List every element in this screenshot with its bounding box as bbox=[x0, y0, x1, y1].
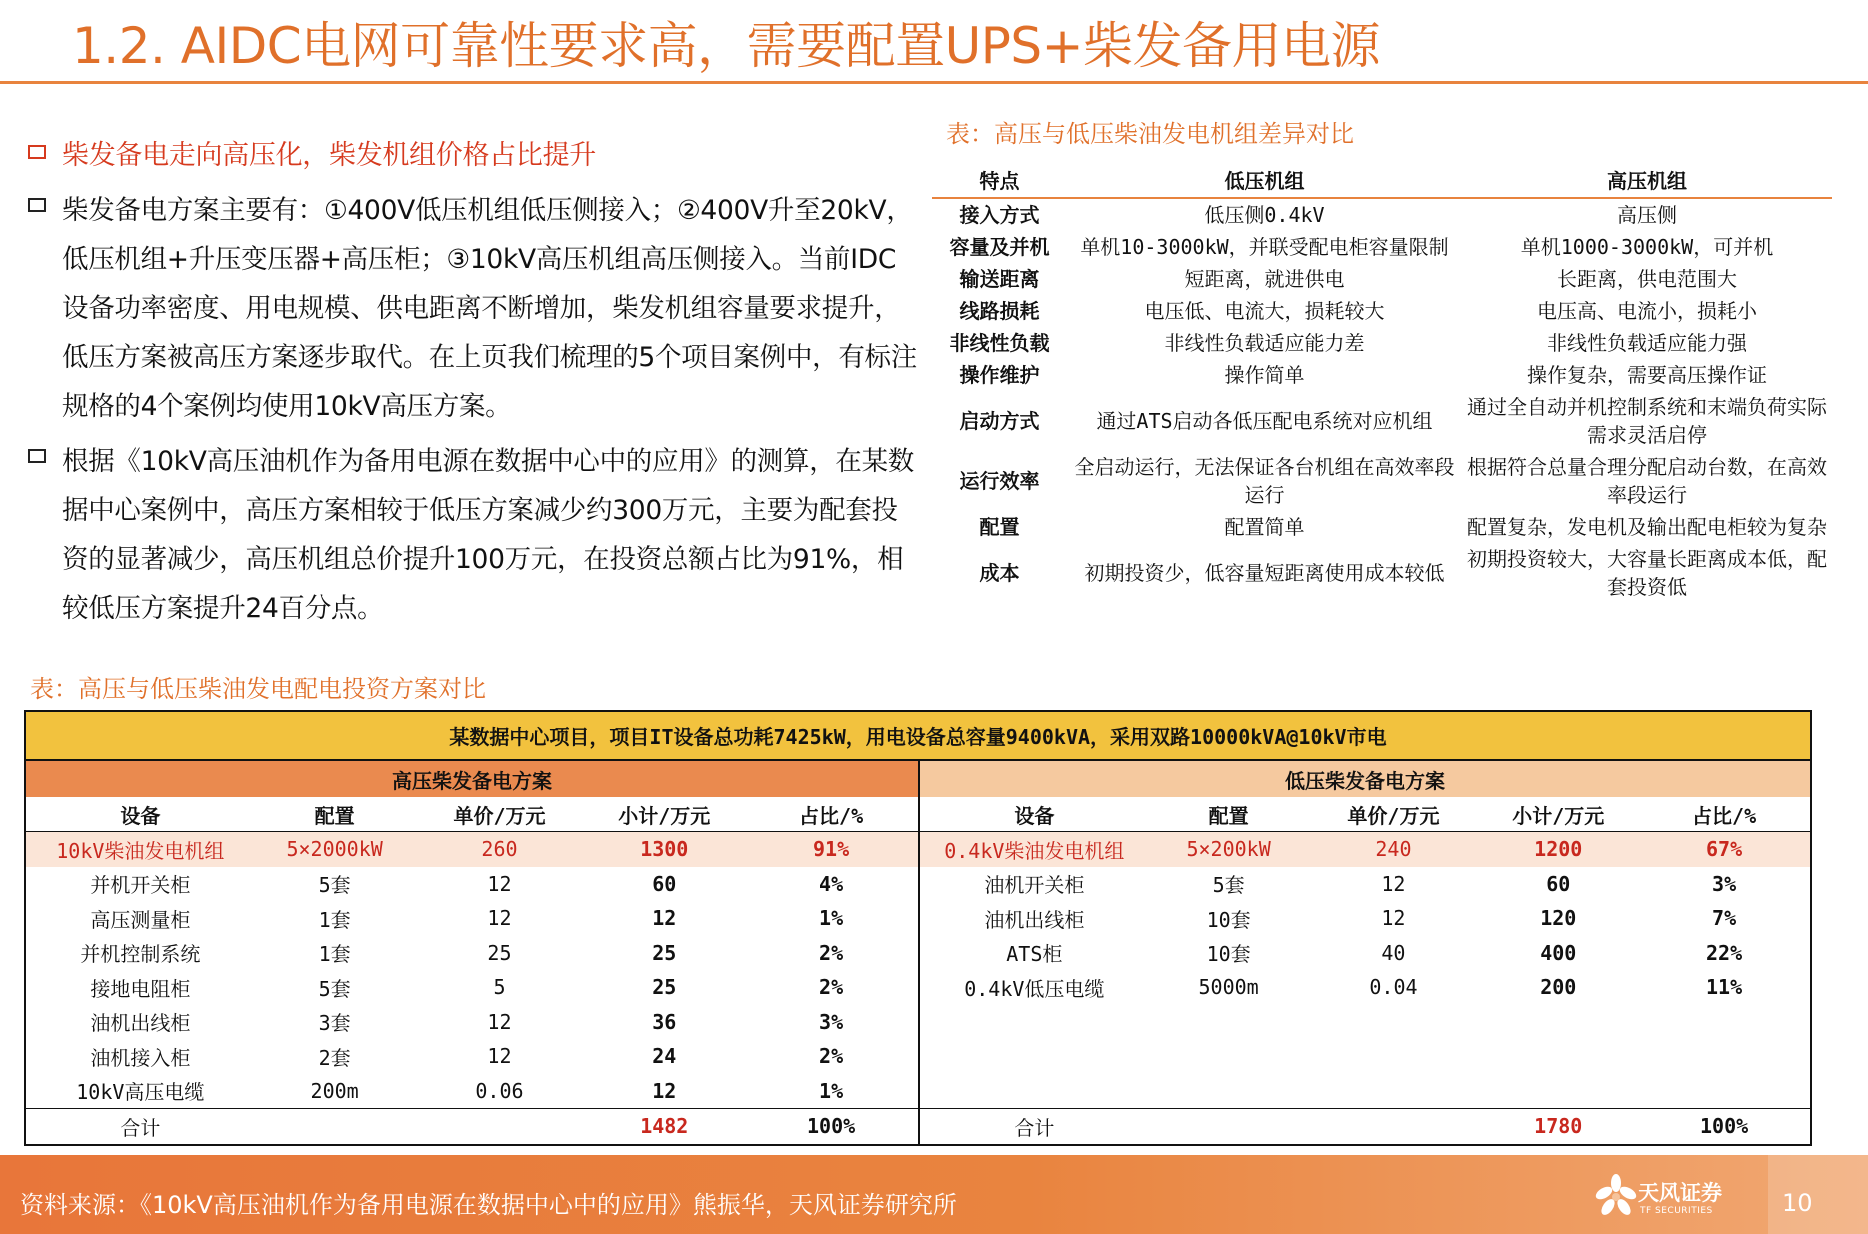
bullet-square-icon bbox=[28, 145, 46, 159]
high-plan-cell: 接地电阻柜 bbox=[25, 970, 255, 1005]
feature-cell: 操作维护 bbox=[959, 363, 1040, 387]
low-plan-cell: 3% bbox=[1638, 867, 1811, 902]
table-row bbox=[25, 970, 1811, 1005]
low-voltage-cell: 单机10-3000kW，并联受配电柜容量限制 bbox=[1080, 235, 1449, 259]
bullet-item bbox=[28, 186, 918, 431]
high-plan-cell: 91% bbox=[744, 832, 919, 867]
bullet-list bbox=[28, 132, 918, 639]
high-voltage-cell: 配置复杂，发电机及输出配电柜较为复杂 bbox=[1467, 515, 1827, 539]
page-number: 10 bbox=[1782, 1189, 1813, 1217]
high-plan-cell: 12 bbox=[487, 906, 512, 931]
feature-cell: 输送距离 bbox=[959, 267, 1040, 291]
high-plan-cell: 36 bbox=[652, 1009, 677, 1034]
low-plan-cell bbox=[1149, 1039, 1309, 1074]
low-plan-cell: 12 bbox=[1381, 871, 1406, 896]
compare-row bbox=[932, 231, 1832, 263]
compare-table bbox=[932, 161, 1832, 603]
low-voltage-plan-title: 低压柴发备电方案 bbox=[919, 760, 1811, 797]
high-plan-cell: 12 bbox=[487, 1044, 512, 1069]
low-plan-cell: 12 bbox=[1381, 906, 1406, 931]
high-plan-cell: 1% bbox=[744, 901, 919, 936]
high-plan-cell: 并机开关柜 bbox=[25, 867, 255, 902]
low-plan-cell: 油机出线柜 bbox=[984, 907, 1085, 932]
low-voltage-cell: 初期投资少，低容量短距离使用成本较低 bbox=[1084, 561, 1445, 585]
low-plan-cell bbox=[1638, 1039, 1811, 1074]
high-voltage-cell: 操作复杂，需要高压操作证 bbox=[1527, 363, 1767, 387]
low-plan-cell: 40 bbox=[1381, 940, 1406, 965]
high-voltage-cell: 通过全自动并机控制系统和末端负荷实际需求灵活启停 bbox=[1467, 395, 1827, 447]
compare-row bbox=[932, 391, 1832, 451]
high-plan-cell: 12 bbox=[487, 871, 512, 896]
logo-subtext: TF SECURITIES bbox=[1640, 1206, 1713, 1216]
high-voltage-cell: 非线性负载适应能力强 bbox=[1547, 331, 1747, 355]
low-voltage-cell: 电压低、电流大，损耗较大 bbox=[1144, 299, 1385, 323]
low-plan-cell: 10套 bbox=[1206, 907, 1251, 932]
column-header: 小计/万元 bbox=[584, 797, 744, 832]
low-voltage-cell: 操作简单 bbox=[1224, 363, 1305, 387]
total-percent: 100% bbox=[744, 1109, 919, 1145]
low-plan-cell: 1200 bbox=[1478, 832, 1638, 867]
total-row bbox=[25, 1109, 1811, 1145]
low-plan-cell: 5000m bbox=[1198, 975, 1259, 1000]
compare-row bbox=[932, 327, 1832, 359]
high-voltage-cell: 电压高、电流小，损耗小 bbox=[1537, 299, 1757, 323]
high-plan-cell: 1套 bbox=[318, 907, 351, 932]
invest-table-caption: 表：高压与低压柴油发电配电投资方案对比 bbox=[30, 675, 486, 703]
column-header: 设备 bbox=[25, 797, 255, 832]
high-plan-cell: 260 bbox=[415, 832, 585, 867]
bullet-item bbox=[28, 437, 918, 633]
bullet-item bbox=[28, 132, 918, 180]
compare-row bbox=[932, 511, 1832, 543]
bullet-text: 根据《10kV高压油机作为备用电源在数据中心中的应用》的测算，在某数据中心案例中，高压方案相较于低压方案减少约300万元，主要为配套投资的显著减少，高压机组总价提升100万元，在投资总额占比为91%，相较低压方案提升24百分点。 bbox=[62, 446, 914, 624]
table-row bbox=[25, 901, 1811, 936]
high-plan-cell: 1% bbox=[744, 1074, 919, 1109]
total-percent: 100% bbox=[1638, 1109, 1811, 1145]
compare-table-caption: 表：高压与低压柴油发电机组差异对比 bbox=[946, 120, 1354, 148]
table-row bbox=[25, 832, 1811, 867]
high-plan-cell: 并机控制系统 bbox=[25, 936, 255, 971]
high-plan-cell: 10kV高压电缆 bbox=[25, 1074, 255, 1109]
low-plan-cell bbox=[1149, 1074, 1309, 1109]
high-plan-cell: 2% bbox=[744, 970, 919, 1005]
low-plan-cell bbox=[1478, 1005, 1638, 1040]
high-plan-cell: 4% bbox=[744, 867, 919, 902]
low-plan-cell: 5×200kW bbox=[1149, 832, 1309, 867]
high-plan-cell: 5 bbox=[493, 975, 506, 1000]
empty-cell bbox=[415, 1109, 585, 1145]
footer-bar bbox=[0, 1155, 1868, 1234]
column-header: 特点 bbox=[932, 161, 1067, 198]
high-plan-cell: 200m bbox=[310, 1078, 359, 1103]
high-plan-cell: 12 bbox=[652, 1078, 677, 1103]
total-subtotal: 1482 bbox=[584, 1109, 744, 1145]
low-plan-cell bbox=[919, 1005, 1149, 1040]
feature-cell: 配置 bbox=[979, 515, 1020, 539]
bullet-square-icon bbox=[28, 198, 46, 212]
high-voltage-plan-title: 高压柴发备电方案 bbox=[25, 760, 919, 797]
high-voltage-cell: 初期投资较大，大容量长距离成本低，配套投资低 bbox=[1467, 547, 1827, 599]
low-plan-cell: 120 bbox=[1540, 906, 1577, 931]
high-plan-cell: 5套 bbox=[318, 976, 351, 1001]
low-plan-cell: 22% bbox=[1638, 936, 1811, 971]
compare-row bbox=[932, 543, 1832, 603]
total-label: 合计 bbox=[919, 1109, 1149, 1145]
low-plan-cell: 11% bbox=[1638, 970, 1811, 1005]
total-label: 合计 bbox=[25, 1109, 255, 1145]
page-title: 1.2. AIDC电网可靠性要求高，需要配置UPS+柴发备用电源 bbox=[72, 17, 1381, 75]
high-voltage-cell: 长距离，供电范围大 bbox=[1557, 267, 1737, 291]
high-plan-cell: 25 bbox=[652, 940, 677, 965]
table-row bbox=[25, 1005, 1811, 1040]
high-voltage-cell: 高压侧 bbox=[1617, 203, 1677, 227]
high-plan-cell: 25 bbox=[487, 940, 512, 965]
low-plan-cell: 240 bbox=[1309, 832, 1479, 867]
low-plan-cell: 7% bbox=[1638, 901, 1811, 936]
high-plan-cell: 3套 bbox=[318, 1011, 351, 1036]
bullet-square-icon bbox=[28, 449, 46, 463]
low-plan-cell: 67% bbox=[1638, 832, 1811, 867]
low-plan-cell bbox=[1309, 1039, 1479, 1074]
low-plan-cell: 200 bbox=[1540, 975, 1577, 1000]
high-plan-cell: 油机出线柜 bbox=[25, 1005, 255, 1040]
high-plan-cell: 10kV柴油发电机组 bbox=[25, 832, 255, 867]
high-plan-cell: 2套 bbox=[318, 1045, 351, 1070]
high-voltage-cell: 根据符合总量合理分配启动台数，在高效率段运行 bbox=[1467, 455, 1827, 507]
low-plan-cell bbox=[1638, 1074, 1811, 1109]
total-subtotal: 1780 bbox=[1478, 1109, 1638, 1145]
empty-cell bbox=[255, 1109, 415, 1145]
low-plan-cell bbox=[1149, 1005, 1309, 1040]
low-plan-cell bbox=[919, 1074, 1149, 1109]
feature-cell: 运行效率 bbox=[959, 469, 1040, 493]
column-header: 单价/万元 bbox=[415, 797, 585, 832]
high-plan-cell: 60 bbox=[652, 871, 677, 896]
high-plan-cell: 2% bbox=[744, 1039, 919, 1074]
feature-cell: 非线性负载 bbox=[949, 331, 1050, 355]
invest-table bbox=[24, 710, 1812, 1146]
high-plan-cell: 2% bbox=[744, 936, 919, 971]
table-row bbox=[25, 1074, 1811, 1109]
compare-row bbox=[932, 295, 1832, 327]
low-voltage-cell: 短距离，就进供电 bbox=[1184, 267, 1345, 291]
bullet-text: 柴发备电方案主要有：①400V低压机组低压侧接入；②400V升至20kV，低压机组+升压变压器+高压柜；③10kV高压机组高压侧接入。当前IDC设备功率密度、用电规模、供电距离不断增加，柴发机组容量要求提升，低压方案被高压方案逐步取代。在上页我们梳理的5个项目案例中，有标注规格的4个案例均使用10kV高压方案。 bbox=[62, 195, 917, 422]
low-plan-cell: 0.04 bbox=[1369, 975, 1418, 1000]
low-plan-cell: ATS柜 bbox=[1006, 942, 1063, 967]
feature-cell: 接入方式 bbox=[959, 203, 1040, 227]
low-plan-cell: 60 bbox=[1546, 871, 1571, 896]
title-divider bbox=[0, 81, 1868, 84]
low-plan-cell: 油机开关柜 bbox=[984, 873, 1085, 898]
low-voltage-cell: 全启动运行，无法保证各台机组在高效率段运行 bbox=[1074, 455, 1455, 507]
high-plan-cell: 油机接入柜 bbox=[25, 1039, 255, 1074]
high-plan-cell: 5套 bbox=[318, 873, 351, 898]
high-plan-cell: 24 bbox=[652, 1044, 677, 1069]
bullet-heading: 柴发备电走向高压化，柴发机组价格占比提升 bbox=[62, 140, 596, 171]
high-plan-cell: 3% bbox=[744, 1005, 919, 1040]
column-header: 占比/% bbox=[744, 797, 919, 832]
low-plan-cell bbox=[919, 1039, 1149, 1074]
invest-table-header: 某数据中心项目，项目IT设备总功耗7425kW，用电设备总容量9400kVA，采用双路10000kVA@10kV市电 bbox=[25, 711, 1811, 760]
column-header: 占比/% bbox=[1638, 797, 1811, 832]
low-plan-cell: 5套 bbox=[1212, 873, 1245, 898]
high-plan-cell: 12 bbox=[652, 906, 677, 931]
high-plan-cell: 0.06 bbox=[475, 1078, 524, 1103]
compare-row bbox=[932, 451, 1832, 511]
table-row bbox=[25, 936, 1811, 971]
low-plan-cell: 0.4kV柴油发电机组 bbox=[919, 832, 1149, 867]
low-voltage-cell: 通过ATS启动各低压配电系统对应机组 bbox=[1096, 409, 1433, 433]
low-plan-cell bbox=[1309, 1005, 1479, 1040]
column-header: 单价/万元 bbox=[1309, 797, 1479, 832]
compare-row bbox=[932, 198, 1832, 231]
logo-text: 天风证券 bbox=[1638, 1181, 1722, 1205]
feature-cell: 成本 bbox=[979, 561, 1020, 585]
feature-cell: 容量及并机 bbox=[949, 235, 1050, 259]
low-plan-cell bbox=[1478, 1074, 1638, 1109]
flower-logo-icon bbox=[1594, 1173, 1638, 1223]
column-header: 配置 bbox=[1149, 797, 1309, 832]
feature-cell: 线路损耗 bbox=[959, 299, 1040, 323]
low-plan-cell: 0.4kV低压电缆 bbox=[964, 976, 1105, 1001]
column-header: 高压机组 bbox=[1462, 161, 1832, 198]
low-plan-cell: 10套 bbox=[1206, 942, 1251, 967]
invest-column-header-row bbox=[25, 797, 1811, 832]
feature-cell: 启动方式 bbox=[959, 409, 1040, 433]
source-note: 资料来源：《10kV高压油机作为备用电源在数据中心中的应用》熊振华，天风证券研究所 bbox=[20, 1191, 957, 1219]
column-header: 设备 bbox=[919, 797, 1149, 832]
high-plan-cell: 高压测量柜 bbox=[25, 901, 255, 936]
invest-table-wrapper bbox=[24, 710, 1812, 1146]
compare-table-header bbox=[932, 161, 1832, 198]
table-row bbox=[25, 867, 1811, 902]
low-voltage-cell: 配置简单 bbox=[1224, 515, 1305, 539]
low-plan-cell bbox=[1309, 1074, 1479, 1109]
table-row bbox=[25, 1039, 1811, 1074]
low-voltage-cell: 非线性负载适应能力差 bbox=[1164, 331, 1365, 355]
low-plan-cell bbox=[1638, 1005, 1811, 1040]
low-plan-cell bbox=[1478, 1039, 1638, 1074]
empty-cell bbox=[1149, 1109, 1309, 1145]
high-plan-cell: 5×2000kW bbox=[255, 832, 415, 867]
brand-logo bbox=[1594, 1173, 1734, 1227]
compare-row bbox=[932, 359, 1832, 391]
empty-cell bbox=[1309, 1109, 1479, 1145]
column-header: 配置 bbox=[255, 797, 415, 832]
high-plan-cell: 12 bbox=[487, 1009, 512, 1034]
high-plan-cell: 1套 bbox=[318, 942, 351, 967]
high-plan-cell: 25 bbox=[652, 975, 677, 1000]
high-plan-cell: 1300 bbox=[584, 832, 744, 867]
column-header: 小计/万元 bbox=[1478, 797, 1638, 832]
compare-row bbox=[932, 263, 1832, 295]
low-voltage-cell: 低压侧0.4kV bbox=[1204, 203, 1325, 227]
low-plan-cell: 400 bbox=[1540, 940, 1577, 965]
high-voltage-cell: 单机1000-3000kW，可并机 bbox=[1520, 235, 1774, 259]
column-header: 低压机组 bbox=[1067, 161, 1462, 198]
